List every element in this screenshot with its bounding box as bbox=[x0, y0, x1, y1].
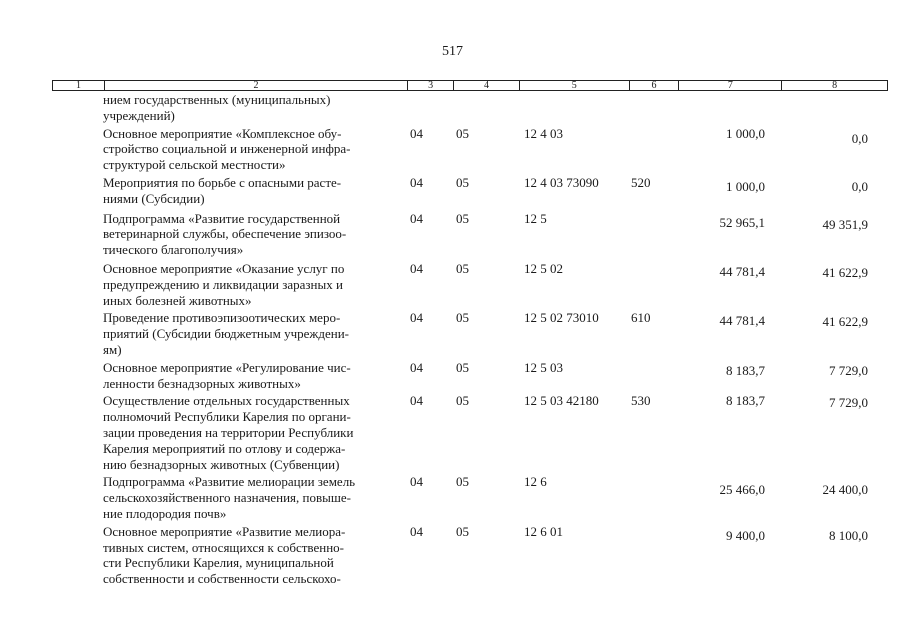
row-name: Подпрограмма «Развитие государственной ветеринарной службы, обеспечение эпизоо- тического благополучия» bbox=[103, 210, 347, 258]
row-section: 04 bbox=[410, 125, 423, 141]
row-subsection: 05 bbox=[456, 174, 469, 190]
row-subsection: 05 bbox=[456, 474, 469, 490]
row-name: Основное мероприятие «Комплексное обу- стройство социальной и инженерной инфра- структурой сельской местности» bbox=[103, 125, 351, 173]
row-amount-2: 49 351,9 bbox=[822, 216, 868, 232]
table-row bbox=[0, 92, 905, 124]
row-section: 04 bbox=[410, 359, 423, 375]
header-col-2: 2 bbox=[105, 81, 408, 90]
table-row bbox=[0, 261, 905, 308]
row-name: Осуществление отдельных государственных полномочий Республики Карелия по органи- зации проведения на территории Республики Карелия мероприятий по отлову и содержа- нию безнадзорных животных (Субвенции) bbox=[103, 393, 354, 472]
row-target-code: 12 5 bbox=[524, 210, 547, 226]
row-expense-type: 520 bbox=[631, 174, 651, 190]
table-row bbox=[0, 360, 905, 392]
row-target-code: 12 4 03 73090 bbox=[524, 174, 599, 190]
row-name: Мероприятия по борьбе с опасными расте- ниями (Субсидии) bbox=[103, 174, 342, 206]
table-body bbox=[0, 92, 905, 587]
header-col-6: 6 bbox=[630, 81, 680, 90]
table-row bbox=[0, 211, 905, 258]
header-col-7: 7 bbox=[679, 81, 782, 90]
row-section: 04 bbox=[410, 393, 423, 409]
row-amount-1: 1 000,0 bbox=[726, 178, 765, 194]
header-col-3: 3 bbox=[408, 81, 454, 90]
table-row bbox=[0, 310, 905, 357]
row-amount-1: 1 000,0 bbox=[726, 125, 765, 141]
row-amount-2: 0,0 bbox=[851, 178, 868, 194]
table-header bbox=[52, 80, 888, 91]
row-target-code: 12 5 02 bbox=[524, 260, 563, 276]
row-expense-type: 610 bbox=[631, 310, 651, 326]
row-subsection: 05 bbox=[456, 210, 469, 226]
row-section: 04 bbox=[410, 310, 423, 326]
header-col-4: 4 bbox=[454, 81, 520, 90]
row-name: Основное мероприятие «Регулирование чис- ленности безнадзорных животных» bbox=[103, 359, 351, 391]
header-col-8: 8 bbox=[832, 81, 838, 90]
row-amount-1: 9 400,0 bbox=[726, 527, 765, 543]
row-amount-2: 41 622,9 bbox=[822, 314, 868, 330]
row-subsection: 05 bbox=[456, 310, 469, 326]
row-amount-1: 25 466,0 bbox=[719, 482, 765, 498]
row-section: 04 bbox=[410, 210, 423, 226]
row-amount-2: 0,0 bbox=[851, 130, 868, 146]
row-target-code: 12 5 03 bbox=[524, 359, 563, 375]
row-amount-2: 7 729,0 bbox=[829, 362, 868, 378]
page-number: 517 bbox=[442, 44, 463, 59]
row-amount-2: 41 622,9 bbox=[822, 264, 868, 280]
row-amount-1: 44 781,4 bbox=[719, 313, 765, 329]
row-section: 04 bbox=[410, 174, 423, 190]
row-name: Основное мероприятие «Оказание услуг по предупреждению и ликвидации заразных и иных болезней животных» bbox=[103, 260, 345, 308]
row-amount-2: 24 400,0 bbox=[822, 482, 868, 498]
table-row bbox=[0, 126, 905, 173]
row-amount-2: 8 100,0 bbox=[829, 527, 868, 543]
table-row bbox=[0, 524, 905, 587]
row-amount-2: 7 729,0 bbox=[829, 395, 868, 411]
row-target-code: 12 5 03 42180 bbox=[524, 393, 599, 409]
table-row bbox=[0, 474, 905, 521]
row-target-code: 12 4 03 bbox=[524, 125, 563, 141]
row-target-code: 12 6 bbox=[524, 474, 547, 490]
row-subsection: 05 bbox=[456, 359, 469, 375]
row-subsection: 05 bbox=[456, 393, 469, 409]
row-name: Проведение противоэпизоотических меро- приятий (Субсидии бюджетным учреждени- ям) bbox=[103, 310, 349, 357]
header-col-1: 1 bbox=[53, 81, 105, 90]
row-subsection: 05 bbox=[456, 260, 469, 276]
row-name: нием государственных (муниципальных) учреждений) bbox=[103, 92, 331, 123]
row-name: Основное мероприятие «Развитие мелиора- тивных систем, относящихся к собственно- сти Республики Карелия, муниципальной собственности и собственности сельскохо- bbox=[103, 523, 346, 587]
row-section: 04 bbox=[410, 523, 423, 539]
row-amount-1: 44 781,4 bbox=[719, 263, 765, 279]
row-target-code: 12 5 02 73010 bbox=[524, 310, 599, 326]
row-target-code: 12 6 01 bbox=[524, 523, 563, 539]
header-col-5: 5 bbox=[520, 81, 630, 90]
row-amount-1: 8 183,7 bbox=[726, 362, 765, 378]
row-amount-1: 52 965,1 bbox=[719, 214, 765, 230]
table-row bbox=[0, 175, 905, 207]
row-subsection: 05 bbox=[456, 523, 469, 539]
row-subsection: 05 bbox=[456, 125, 469, 141]
table-row bbox=[0, 393, 905, 472]
row-section: 04 bbox=[410, 260, 423, 276]
row-amount-1: 8 183,7 bbox=[726, 393, 765, 409]
row-name: Подпрограмма «Развитие мелиорации земель сельскохозяйственного назначения, повыше- ние плодородия почв» bbox=[103, 474, 356, 521]
row-section: 04 bbox=[410, 474, 423, 490]
row-expense-type: 530 bbox=[631, 393, 651, 409]
